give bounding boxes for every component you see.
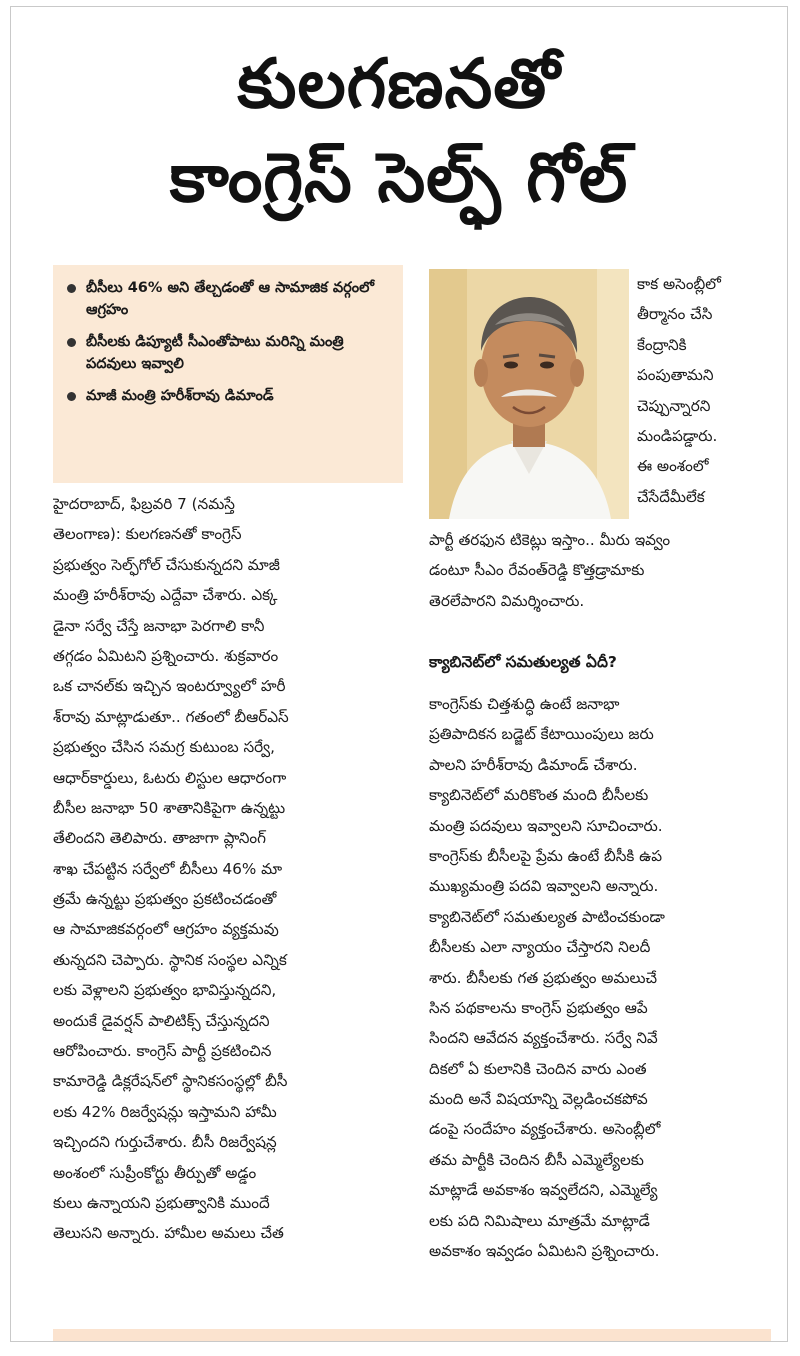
- text-line: మంత్రి హరీశ్‌రావు ఎద్దేవా చేశారు. ఎక్క: [53, 586, 278, 605]
- highlight-item: [67, 277, 393, 321]
- text-line: చేసేదేమీలేక: [637, 487, 705, 506]
- text-line: బీసీలకు ఎలా న్యాయం చేస్తారని నిలదీ: [429, 938, 651, 957]
- text-line: కులు ఉన్నాయని ప్రభుత్వానికి ముందే: [53, 1193, 270, 1212]
- highlight-item: [67, 331, 393, 375]
- footer-color-strip: [53, 1329, 771, 1342]
- text-line: ముఖ్యమంత్రి పదవి ఇవ్వాలని అన్నారు.: [429, 877, 659, 896]
- portrait-illustration: [429, 269, 629, 519]
- headline-line-2: కాంగ్రెస్ సెల్ఫ్ గోల్: [169, 139, 629, 218]
- text-line: తేలిందని తెలిపారు. తాజాగా ప్లానింగ్: [53, 829, 266, 848]
- text-line: ఇచ్చిందని గుర్తుచేశారు. బీసీ రిజర్వేషన్ల: [53, 1133, 277, 1152]
- headline-line-1: కులగణనతో: [237, 45, 561, 124]
- text-line: హైదరాబాద్, ఫిబ్రవరి 7 (నమస్తే: [53, 495, 235, 513]
- text-line: తెలుసని అన్నారు. హామీల అమలు చేత: [53, 1224, 284, 1243]
- bullet-icon: [67, 284, 76, 293]
- text-line: సిన పథకాలను కాంగ్రెస్ ప్రభుత్వం ఆపే: [429, 998, 648, 1017]
- text-line: అవకాశం ఇవ్వడం ఏమిటని ప్రశ్నించారు.: [429, 1242, 660, 1261]
- highlight-item: [67, 385, 393, 407]
- text-line: తమ పార్టీకి చెందిన బీసీ ఎమ్మెల్యేలకు: [429, 1150, 644, 1169]
- text-line: ఆధార్‌కార్డులు, ఓటరు లిస్టుల ఆధారంగా: [53, 768, 287, 787]
- text-line: మండిపడ్డారు.: [637, 426, 718, 445]
- text-line: కామారెడ్డి డిక్లరేషన్‌లో స్థానికసంస్థల్లో బీసీ: [53, 1072, 288, 1091]
- bullet-icon: [67, 392, 76, 401]
- text-line: శ్‌రావు మాట్లాడుతూ.. గతంలో బీఆర్ఎస్: [53, 707, 289, 726]
- text-line: ఒక చానల్‌కు ఇచ్చిన ఇంటర్వ్యూలో హరీ: [53, 677, 286, 696]
- text-line: పాలని హరీశ్‌రావు డిమాండ్ చేశారు.: [429, 755, 638, 774]
- text-line: లకు వెళ్లాలని ప్రభుత్వం భావిస్తున్నదని,: [53, 981, 277, 1000]
- text-line: మంది అనే విషయాన్ని వెల్లడించకపోవ: [429, 1090, 648, 1109]
- portrait-photo: [429, 269, 629, 519]
- text-line: డంపై సందేహం వ్యక్తంచేశారు. అసెంబ్లీలో: [429, 1120, 661, 1139]
- bullet-icon: [67, 338, 76, 347]
- text-line: కాక అసెంబ్లీలో: [637, 275, 721, 293]
- text-line: లకు 42% రిజర్వేషన్లు ఇస్తామని హామీ: [53, 1102, 277, 1121]
- text-line: శాఖ చేపట్టిన సర్వేలో బీసీలు 46% మా: [53, 859, 283, 878]
- text-line: క్యాబినెట్‌లో మరికొంత మంది బీసీలకు: [429, 786, 649, 805]
- text-line: తగ్గడం ఏమిటని ప్రశ్నించారు. శుక్రవారం: [53, 646, 279, 665]
- newspaper-clipping: [10, 6, 788, 1342]
- left-column-body-text: [53, 489, 409, 1249]
- text-line: అంశంలో సుప్రీంకోర్టు తీర్పుతో అడ్డం: [53, 1163, 257, 1182]
- highlight-text: మాజీ మంత్రి హరీశ్‌రావు డిమాండ్: [86, 388, 274, 404]
- text-line: లకు పది నిమిషాలు మాత్రమే మాట్లాడే: [429, 1211, 650, 1230]
- right-column-top-text: [429, 525, 775, 616]
- side-column-text: [637, 269, 775, 512]
- text-line: తెరలేపారని విమర్శించారు.: [429, 591, 585, 610]
- text-line: త్రమే ఉన్నట్టు ప్రభుత్వం ప్రకటించడంతో: [53, 890, 277, 909]
- text-line: తున్నదని చెప్పారు. స్థానిక సంస్థల ఎన్నిక: [53, 950, 287, 969]
- text-line: ప్రభుత్వం చేసిన సమగ్ర కుటుంబ సర్వే,: [53, 738, 275, 757]
- text-line: ఆ సామాజికవర్గంలో ఆగ్రహం వ్యక్తమవు: [53, 920, 279, 939]
- text-line: దికలో ఏ కులానికి చెందిన వారు ఎంత: [429, 1059, 647, 1078]
- text-line: తీర్మానం చేసి: [637, 305, 713, 324]
- text-line: కాంగ్రెస్‌కు బీసీలపై ప్రేమ ఉంటే బీసీకి ఉప: [429, 846, 663, 865]
- text-line: పంపుతామని: [637, 366, 714, 385]
- text-line: బీసీల జనాభా 50 శాతానికిపైగా ఉన్నట్టు: [53, 798, 286, 817]
- highlight-text: బీసీలు 46% అని తేల్చడంతో ఆ సామాజిక వర్గంలో ఆగ్రహం: [86, 280, 375, 318]
- text-line: మాట్లాడే అవకాశం ఇవ్వలేదని, ఎమ్మెల్యే: [429, 1181, 658, 1200]
- text-line: ప్రభుత్వం సెల్ఫ్‌గోల్ చేసుకున్నదని మాజీ: [53, 555, 280, 574]
- section-subheading: క్యాబినెట్‌లో సమతుల్యత ఏదీ?: [429, 653, 617, 671]
- text-line: డైనా సర్వే చేస్తే జనాభా పెరగాలి కానీ: [53, 616, 265, 635]
- text-line: కేంద్రానికి: [637, 335, 687, 354]
- text-line: పార్టీ తరఫున టికెట్లు ఇస్తాం.. మీరు ఇవ్వం: [429, 531, 671, 549]
- text-line: కాంగ్రెస్‌కు చిత్తశుద్ధి ఉంటే జనాభా: [429, 695, 620, 713]
- text-line: తెలంగాణ): కులగణనతో కాంగ్రెస్: [53, 525, 242, 544]
- text-line: సిందని ఆవేదన వ్యక్తంచేశారు. సర్వే నివే: [429, 1029, 658, 1048]
- text-line: క్యాబినెట్‌లో సమతుల్యత పాటించకుండా: [429, 907, 665, 926]
- text-line: అందుకే డైవర్షన్ పాలిటిక్స్ చేస్తున్నదని: [53, 1011, 270, 1030]
- text-line: మంత్రి పదవులు ఇవ్వాలని సూచించారు.: [429, 816, 663, 835]
- text-line: ప్రతిపాదికన బడ్జెట్ కేటాయింపులు జరు: [429, 725, 654, 744]
- right-column-body-text: [429, 689, 775, 1266]
- text-line: డంటూ సీఎం రేవంత్‌రెడ్డి కొత్తడ్రామాకు: [429, 561, 645, 580]
- text-line: ఆరోపించారు. కాంగ్రెస్ పార్టీ ప్రకటించిన: [53, 1042, 272, 1061]
- text-line: చెప్పున్నారని: [637, 396, 711, 415]
- text-line: ఈ అంశంలో: [637, 457, 709, 476]
- highlight-text: బీసీలకు డిప్యూటీ సీఎంతోపాటు మరిన్ని మంత్రి పదవులు ఇవ్వాలి: [86, 334, 344, 372]
- highlights-box: [53, 265, 403, 483]
- text-line: శారు. బీసీలకు గత ప్రభుత్వం అమలుచే: [429, 968, 658, 987]
